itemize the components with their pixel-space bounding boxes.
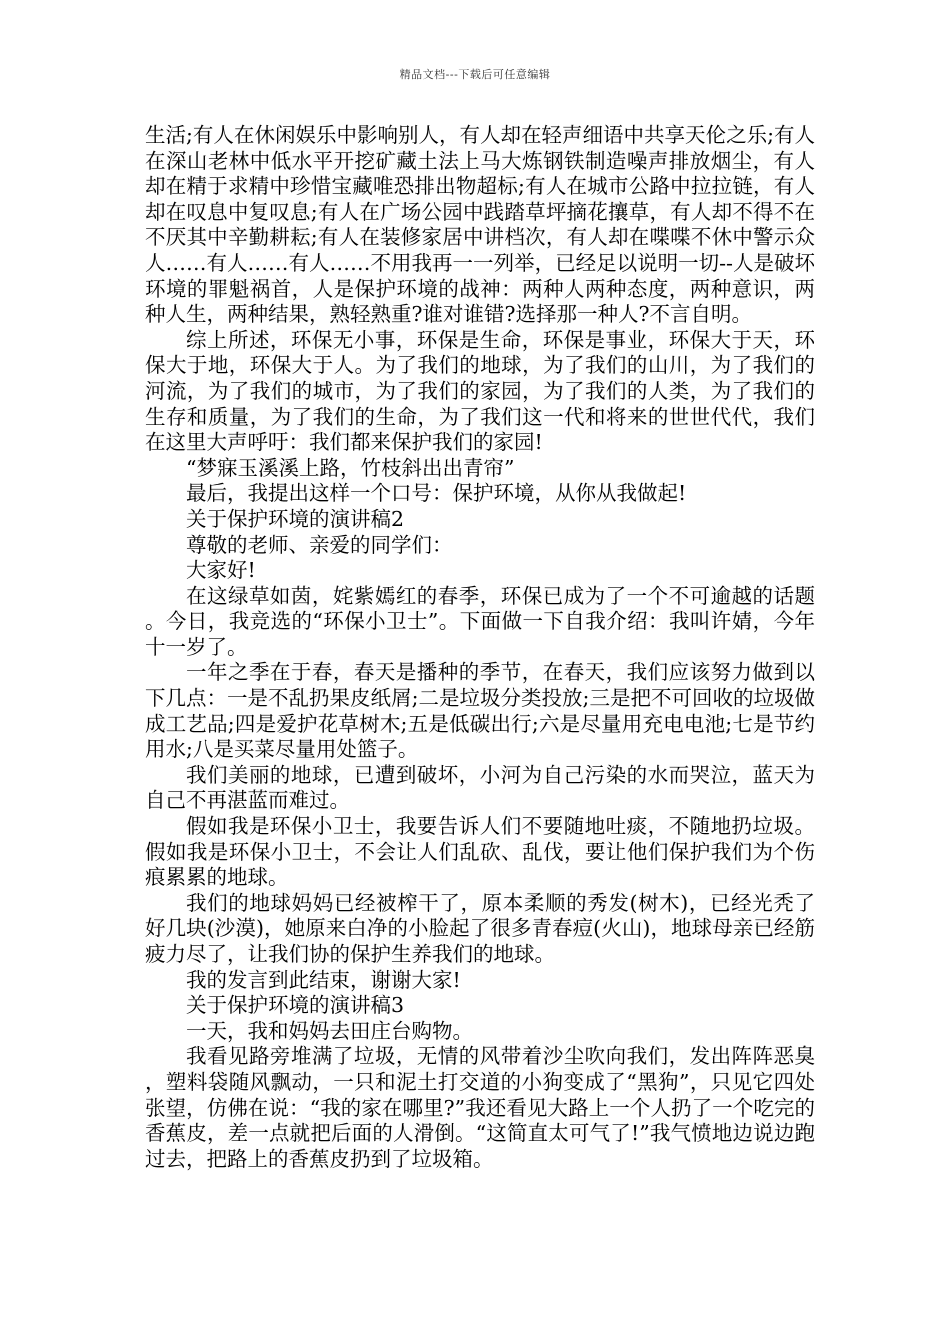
section-heading-2: 关于保护环境的演讲稿2 [186,506,405,531]
paragraph-10: 我们美丽的地球，已遭到破坏，小河为自己污染的水而哭泣，蓝天为自己不再湛蓝而难过。 [145,762,815,813]
paragraph-3-quote: “梦寐玉溪溪上路，竹枝斜出出青帘” [186,455,515,480]
closing-remark: 我的发言到此结束，谢谢大家! [186,967,461,992]
paragraph-11: 假如我是环保小卫士，我要告诉人们不要随地吐痰，不随地扔垃圾。假如我是环保小卫士，不会让人们乱砍、乱伐，要让他们保护我们为个伤痕累累的地球。 [145,814,815,890]
document-body [145,123,815,1172]
page-header: 精品文档---下载后可任意编辑 [399,68,551,81]
paragraph-8: 在这绿草如茵，姹紫嫣红的春季，环保已成为了一个不可逾越的话题。今日，我竞选的“环保小卫士”。下面做一下自我介绍：我叫许婧，今年十一岁了。 [145,583,815,659]
paragraph-16: 我看见路旁堆满了垃圾，无情的风带着沙尘吹向我们，发出阵阵恶臭，塑料袋随风飘动，一只和泥土打交道的小狗变成了“黑狗”，只见它四处张望，仿佛在说：“我的家在哪里?”我还看见大路上一个人扔了一个吃完的香蕉皮，差一点就把后面的人滑倒。“这简直太可气了!”我气愤地边说边跑过去，把路上的香蕉皮扔到了垃圾箱。 [145,1044,815,1171]
paragraph-9: 一年之季在于春，春天是播种的季节，在春天，我们应该努力做到以下几点：一是不乱扔果皮纸屑;二是垃圾分类投放;三是把不可回收的垃圾做成工艺品;四是爱护花草树木;五是低碳出行;六是尽量用充电电池;七是节约用水;八是买菜尽量用处篮子。 [145,660,815,762]
section-heading-3: 关于保护环境的演讲稿3 [186,993,405,1018]
salutation: 尊敬的老师、亲爱的同学们： [186,532,453,557]
paragraph-12: 我们的地球妈妈已经被榨干了，原本柔顺的秀发(树木)，已经光秃了好几块(沙漠)，她原来白净的小脸起了很多青春痘(火山)，地球母亲已经筋疲力尽了，让我们协的保护生养我们的地球。 [145,890,815,966]
paragraph-2: 综上所述，环保无小事，环保是生命，环保是事业，环保大于天，环保大于地，环保大于人。为了我们的地球，为了我们的山川，为了我们的河流，为了我们的城市，为了我们的家园，为了我们的人类，为了我们的生存和质量，为了我们的生命，为了我们这一代和将来的世世代代，我们在这里大声呼吁：我们都来保护我们的家园! [145,327,815,455]
paragraph-1: 生活;有人在休闲娱乐中影响别人，有人却在轻声细语中共享天伦之乐;有人在深山老林中低水平开挖矿藏土法上马大炼钢铁制造噪声排放烟尘，有人却在精于求精中珍惜宝藏唯恐排出物超标;有人在城市公路中拉拉链，有人却在叹息中复叹息;有人在广场公园中践踏草坪摘花攘草，有人却不得不在不厌其中辛勤耕耘;有人在装修家居中讲档次，有人却在喋喋不休中警示众人……有人……有人……不用我再一一列举，已经足以说明一切--人是破坏环境的罪魁祸首，人是保护环境的战神：两种人两种态度，两种意识，两种人生，两种结果，熟轻熟重?谁对谁错?选择那一种人?不言自明。 [145,123,815,327]
greeting: 大家好! [186,558,256,583]
paragraph-15: 一天，我和妈妈去田庄台购物。 [186,1018,473,1043]
paragraph-4-slogan: 最后，我提出这样一个口号：保护环境，从你从我做起! [186,481,687,506]
